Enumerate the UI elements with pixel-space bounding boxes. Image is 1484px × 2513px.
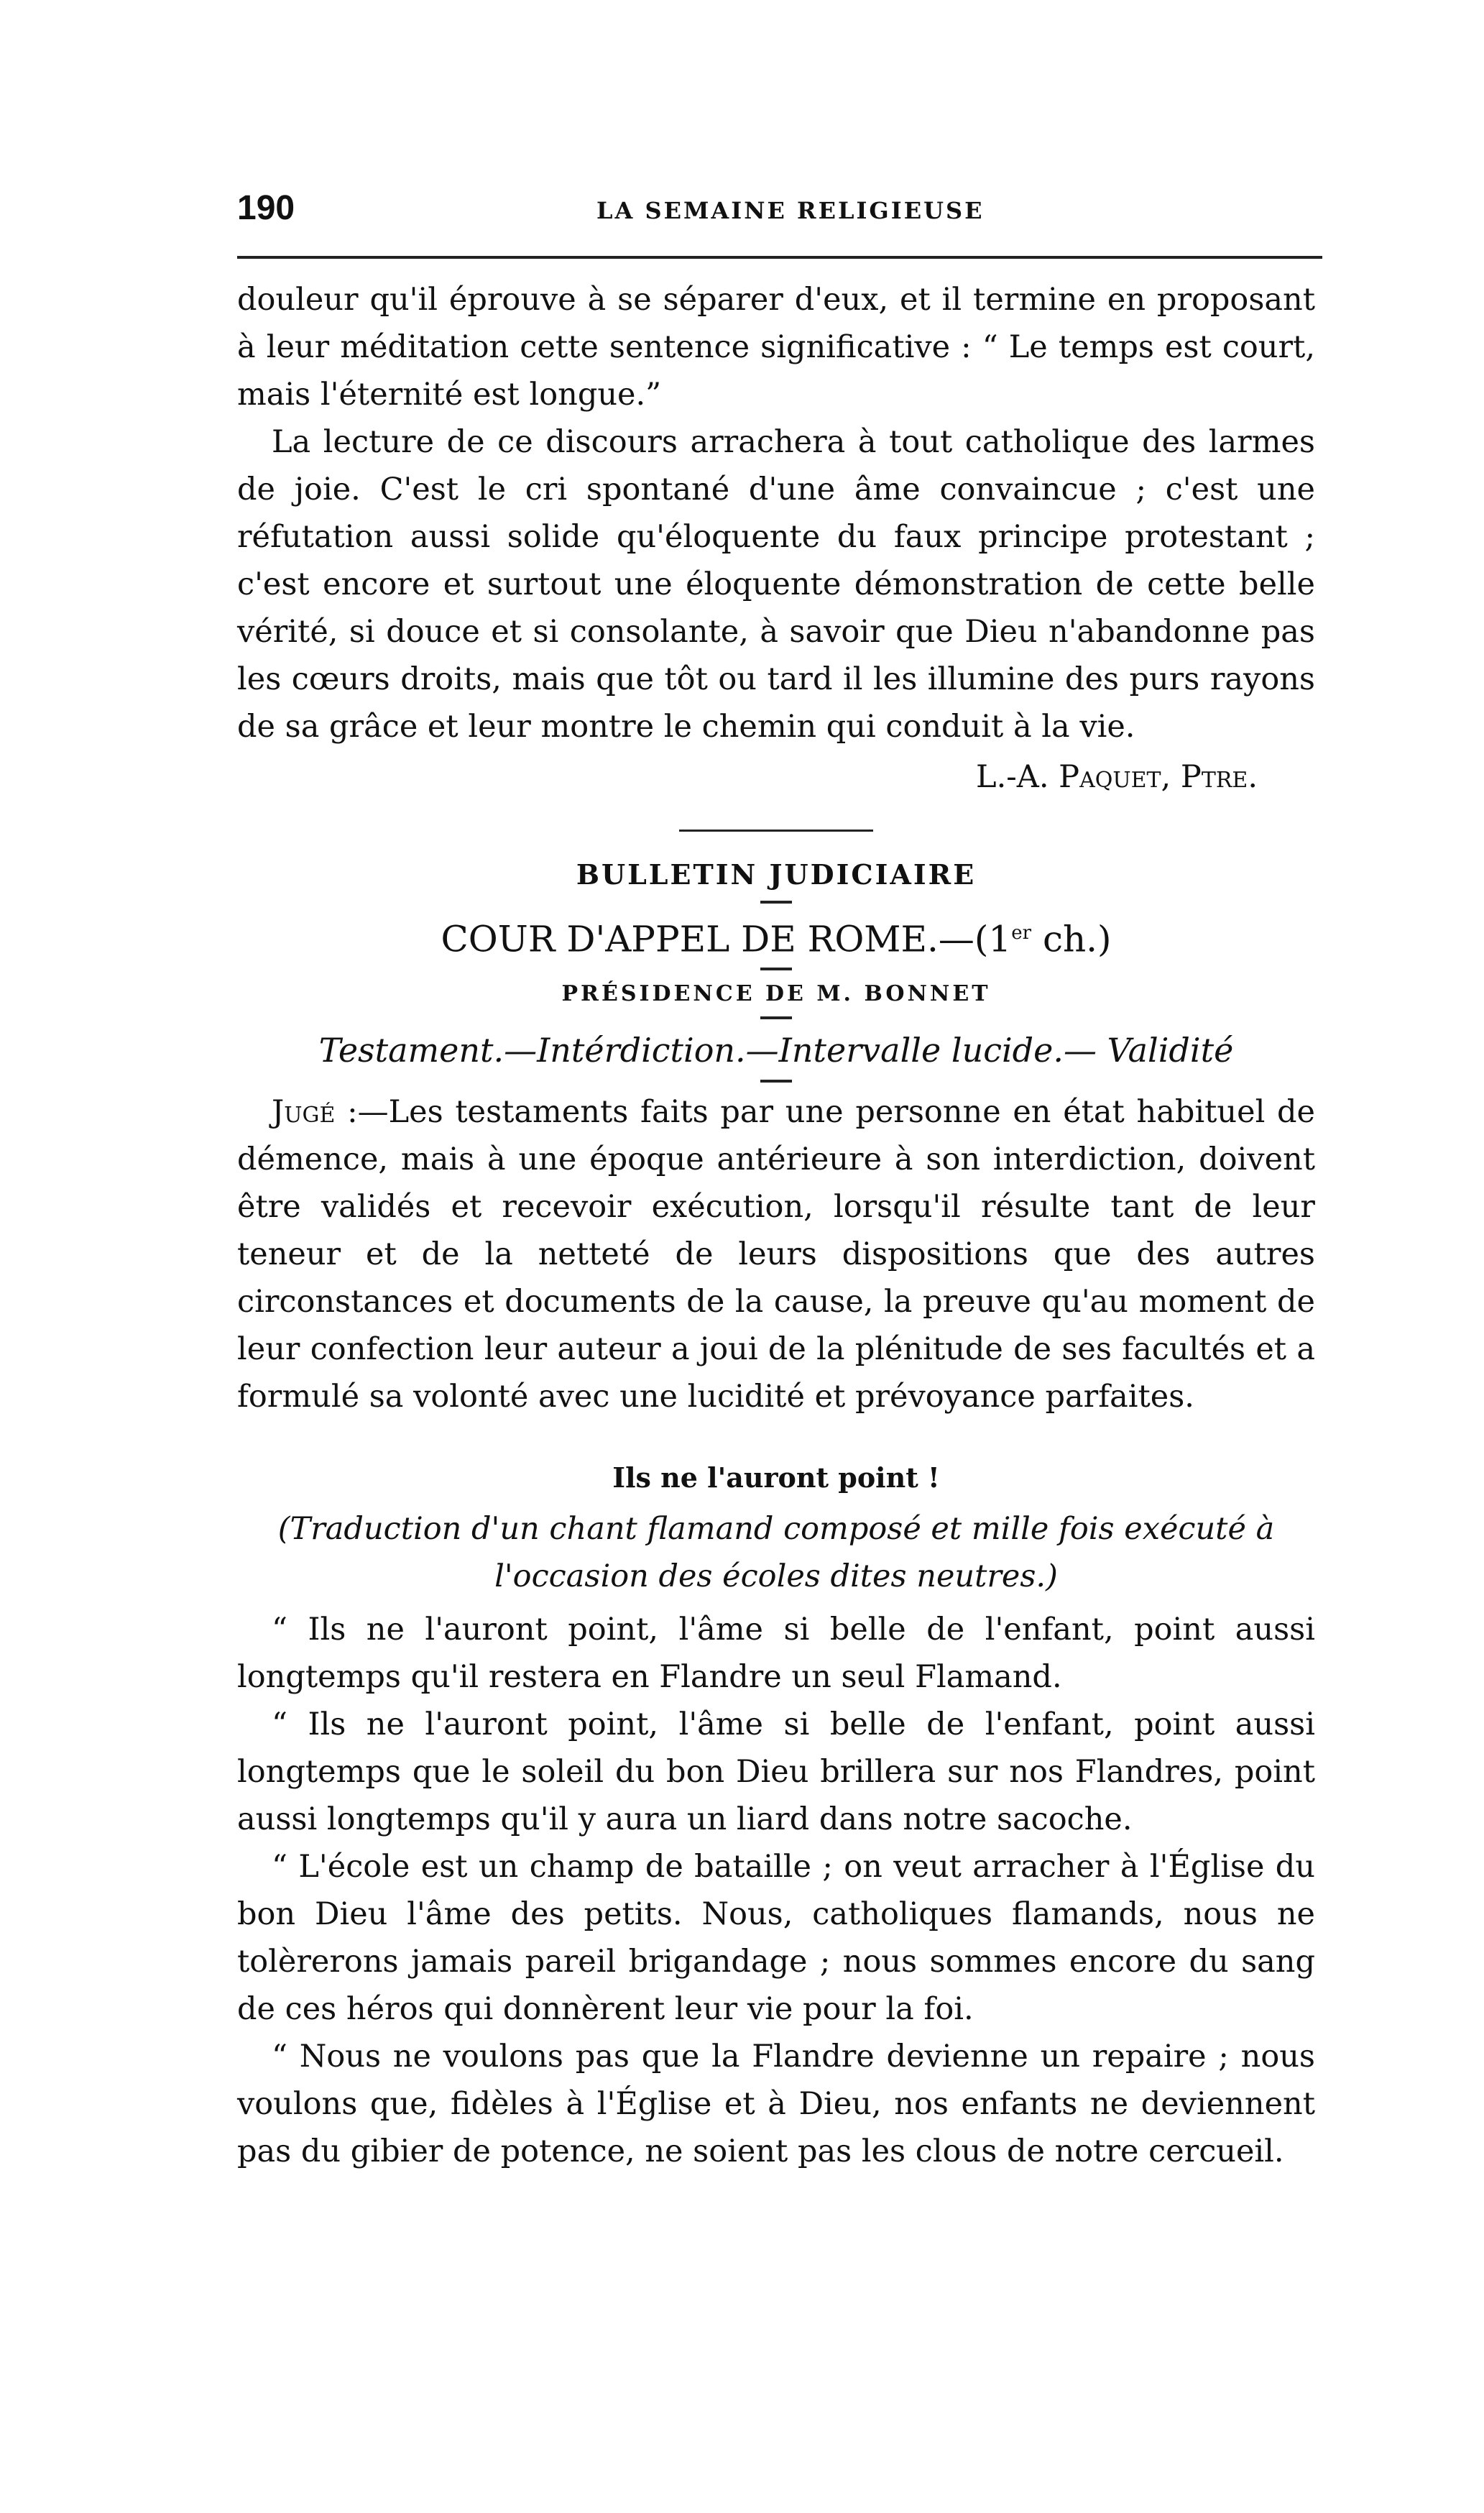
poem-paragraph-2: “ Ils ne l'auront point, l'âme si belle de l'enfant, point aussi longtemps que le soleil du bon Dieu brillera sur nos Flandres, point aussi longtemps qu'il y aura un liard dans notre sacoche.: [237, 1706, 1315, 1837]
dash-divider: [760, 1080, 792, 1083]
dash-divider: [760, 901, 792, 904]
poem-paragraph-1: “ Ils ne l'auront point, l'âme si belle de l'enfant, point aussi longtemps qu'il restera en Flandre un seul Flamand.: [237, 1611, 1315, 1695]
judgment-text: :—Les testaments faits par une personne en état habituel de démence, mais à une époque antérieure à son interdiction, doivent être validés et recevoir exécution, lorsqu'il résulte tant de leur teneur et de la netteté de leurs dispositions que des autres circonstances et documents de la cause, la preuve qu'au moment de leur confection leur auteur a joui de la plénitude de ses facultés et a formulé sa volonté avec une lucidité et prévoyance parfaites.: [237, 1093, 1315, 1415]
article-signature: L.-A. Paquet, Ptre.: [976, 759, 1258, 795]
page-number: 190: [237, 189, 295, 227]
page-header: [237, 188, 1322, 239]
court-ordinal: er: [1011, 922, 1032, 944]
poem-title: Ils ne l'auront point !: [612, 1461, 940, 1494]
judgment-paragraph: [237, 1088, 1315, 1420]
article-paragraph-1: douleur qu'il éprouve à se séparer d'eux, et il termine en proposant à leur méditation cette sentence significative : “ Le temps est court, mais l'éternité est longue.”: [237, 282, 1315, 413]
section-separator: [679, 830, 873, 832]
poem-paragraph-4: “ Nous ne voulons pas que la Flandre devienne un repaire ; nous voulons que, fidèles à l'Église et à Dieu, nos enfants ne deviennent pas du gibier de potence, ne soient pas les clous de notre cercueil.: [237, 2038, 1315, 2169]
poem-subtitle: (Traduction d'un chant flamand composé et mille fois exécuté à l'occasion des écoles dites neutres.): [277, 1510, 1275, 1594]
dash-divider: [760, 968, 792, 970]
court-heading: [237, 909, 1315, 963]
page-body: [237, 276, 1315, 2175]
article-paragraph-2: La lecture de ce discours arrachera à tout catholique des larmes de joie. C'est le cri spontané d'une âme convaincue ; c'est une réfutation aussi solide qu'éloquente du faux principe protestant ; c'est encore et surtout une éloquente démonstration de cette belle vérité, si douce et si consolante, à savoir que Dieu n'abandonne pas les cœurs droits, mais que tôt ou tard il les illumine des purs rayons de sa grâce et leur montre le chemin qui conduit à la vie.: [237, 424, 1315, 745]
dash-divider: [760, 1016, 792, 1019]
topic-heading: Testament.—Intérdiction.—Intervalle lucide.— Validité: [318, 1030, 1234, 1070]
court-name: COUR D'APPEL DE ROME.—(1: [441, 918, 1012, 960]
header-rule: [237, 256, 1322, 259]
judgment-label: Jugé: [272, 1093, 336, 1130]
bulletin-title: BULLETIN JUDICIAIRE: [576, 858, 977, 891]
poem-paragraph-3: “ L'école est un champ de bataille ; on veut arracher à l'Église du bon Dieu l'âme des petits. Nous, catholiques flamands, nous ne tolèrerons jamais pareil brigandage ; nous sommes encore du sang de ces héros qui donnèrent leur vie pour la foi.: [237, 1848, 1315, 2027]
court-chamber: ch.): [1031, 918, 1112, 960]
presidency-heading: PRÉSIDENCE DE M. BONNET: [561, 980, 991, 1006]
running-title: LA SEMAINE RELIGIEUSE: [596, 197, 985, 224]
